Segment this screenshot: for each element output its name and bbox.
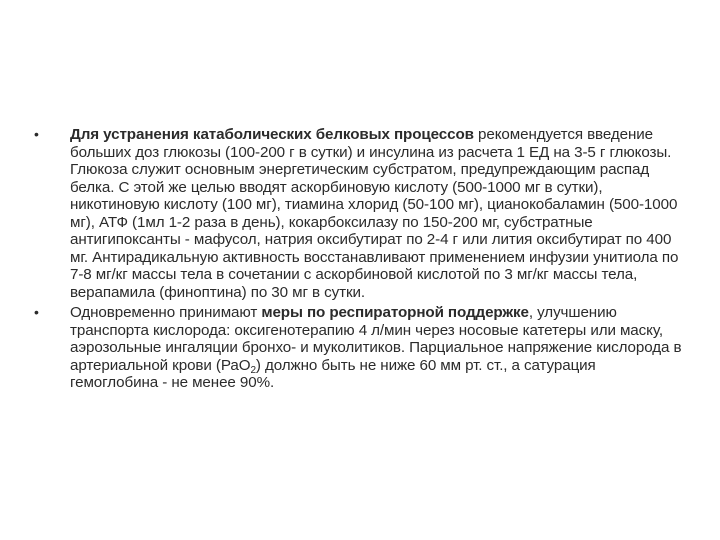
bullet-lead-bold: Для устранения катаболических белковых процессов	[70, 126, 474, 143]
bullet-item-respiratory	[34, 304, 684, 392]
subscript-2: 2	[250, 364, 256, 376]
bullet-marker: •	[34, 304, 39, 320]
bullet-bold-phrase: меры по респираторной поддержке	[261, 304, 529, 321]
bullet-list	[34, 126, 684, 395]
bullet-item-catabolic	[34, 126, 684, 301]
bullet-text-mid: , улучшению транспорта кислорода: оксигенотерапию 4 л/мин через носовые катетеры или маску, аэрозольные ингаляции бронхо- и муколитиков. Парциальное напряжение кислорода в артериальной крови (РаО	[70, 304, 682, 374]
bullet-text: рекомендуется введение больших доз глюкозы (100-200 г в сутки) и инсулина из расчета 1 ЕД на 3-5 г глюкозы. Глюкоза служит основным энергетическим субстратом, предупреждающим распад белка. С этой же целью вводят аскорбиновую кислоту (500-1000 мг в сутки), никотиновую кислоту (100 мг), тиамина хлорид (50-100 мг), цианокобаламин (500-1000 мг), АТФ (1мл 1-2 раза в день), кокарбоксилазу по 150-200 мг, субстратные антигипоксанты - мафусол, натрия оксибутират по 2-4 г или лития оксибутират по 400 мг. Антирадикальную активность восстанавливают применением инфузии унитиола по 7-8 мг/кг массы тела в сочетании с аскорбиновой кислотой по 3 мг/кг массы тела, верапамила (финоптина) по 30 мг в сутки.	[70, 126, 679, 301]
bullet-text-before: Одновременно принимают	[70, 304, 262, 321]
bullet-marker: •	[34, 126, 39, 142]
bullet-text-after: ) должно быть не ниже 60 мм рт. ст., а сатурация гемоглобина - не менее 90%.	[70, 356, 596, 391]
